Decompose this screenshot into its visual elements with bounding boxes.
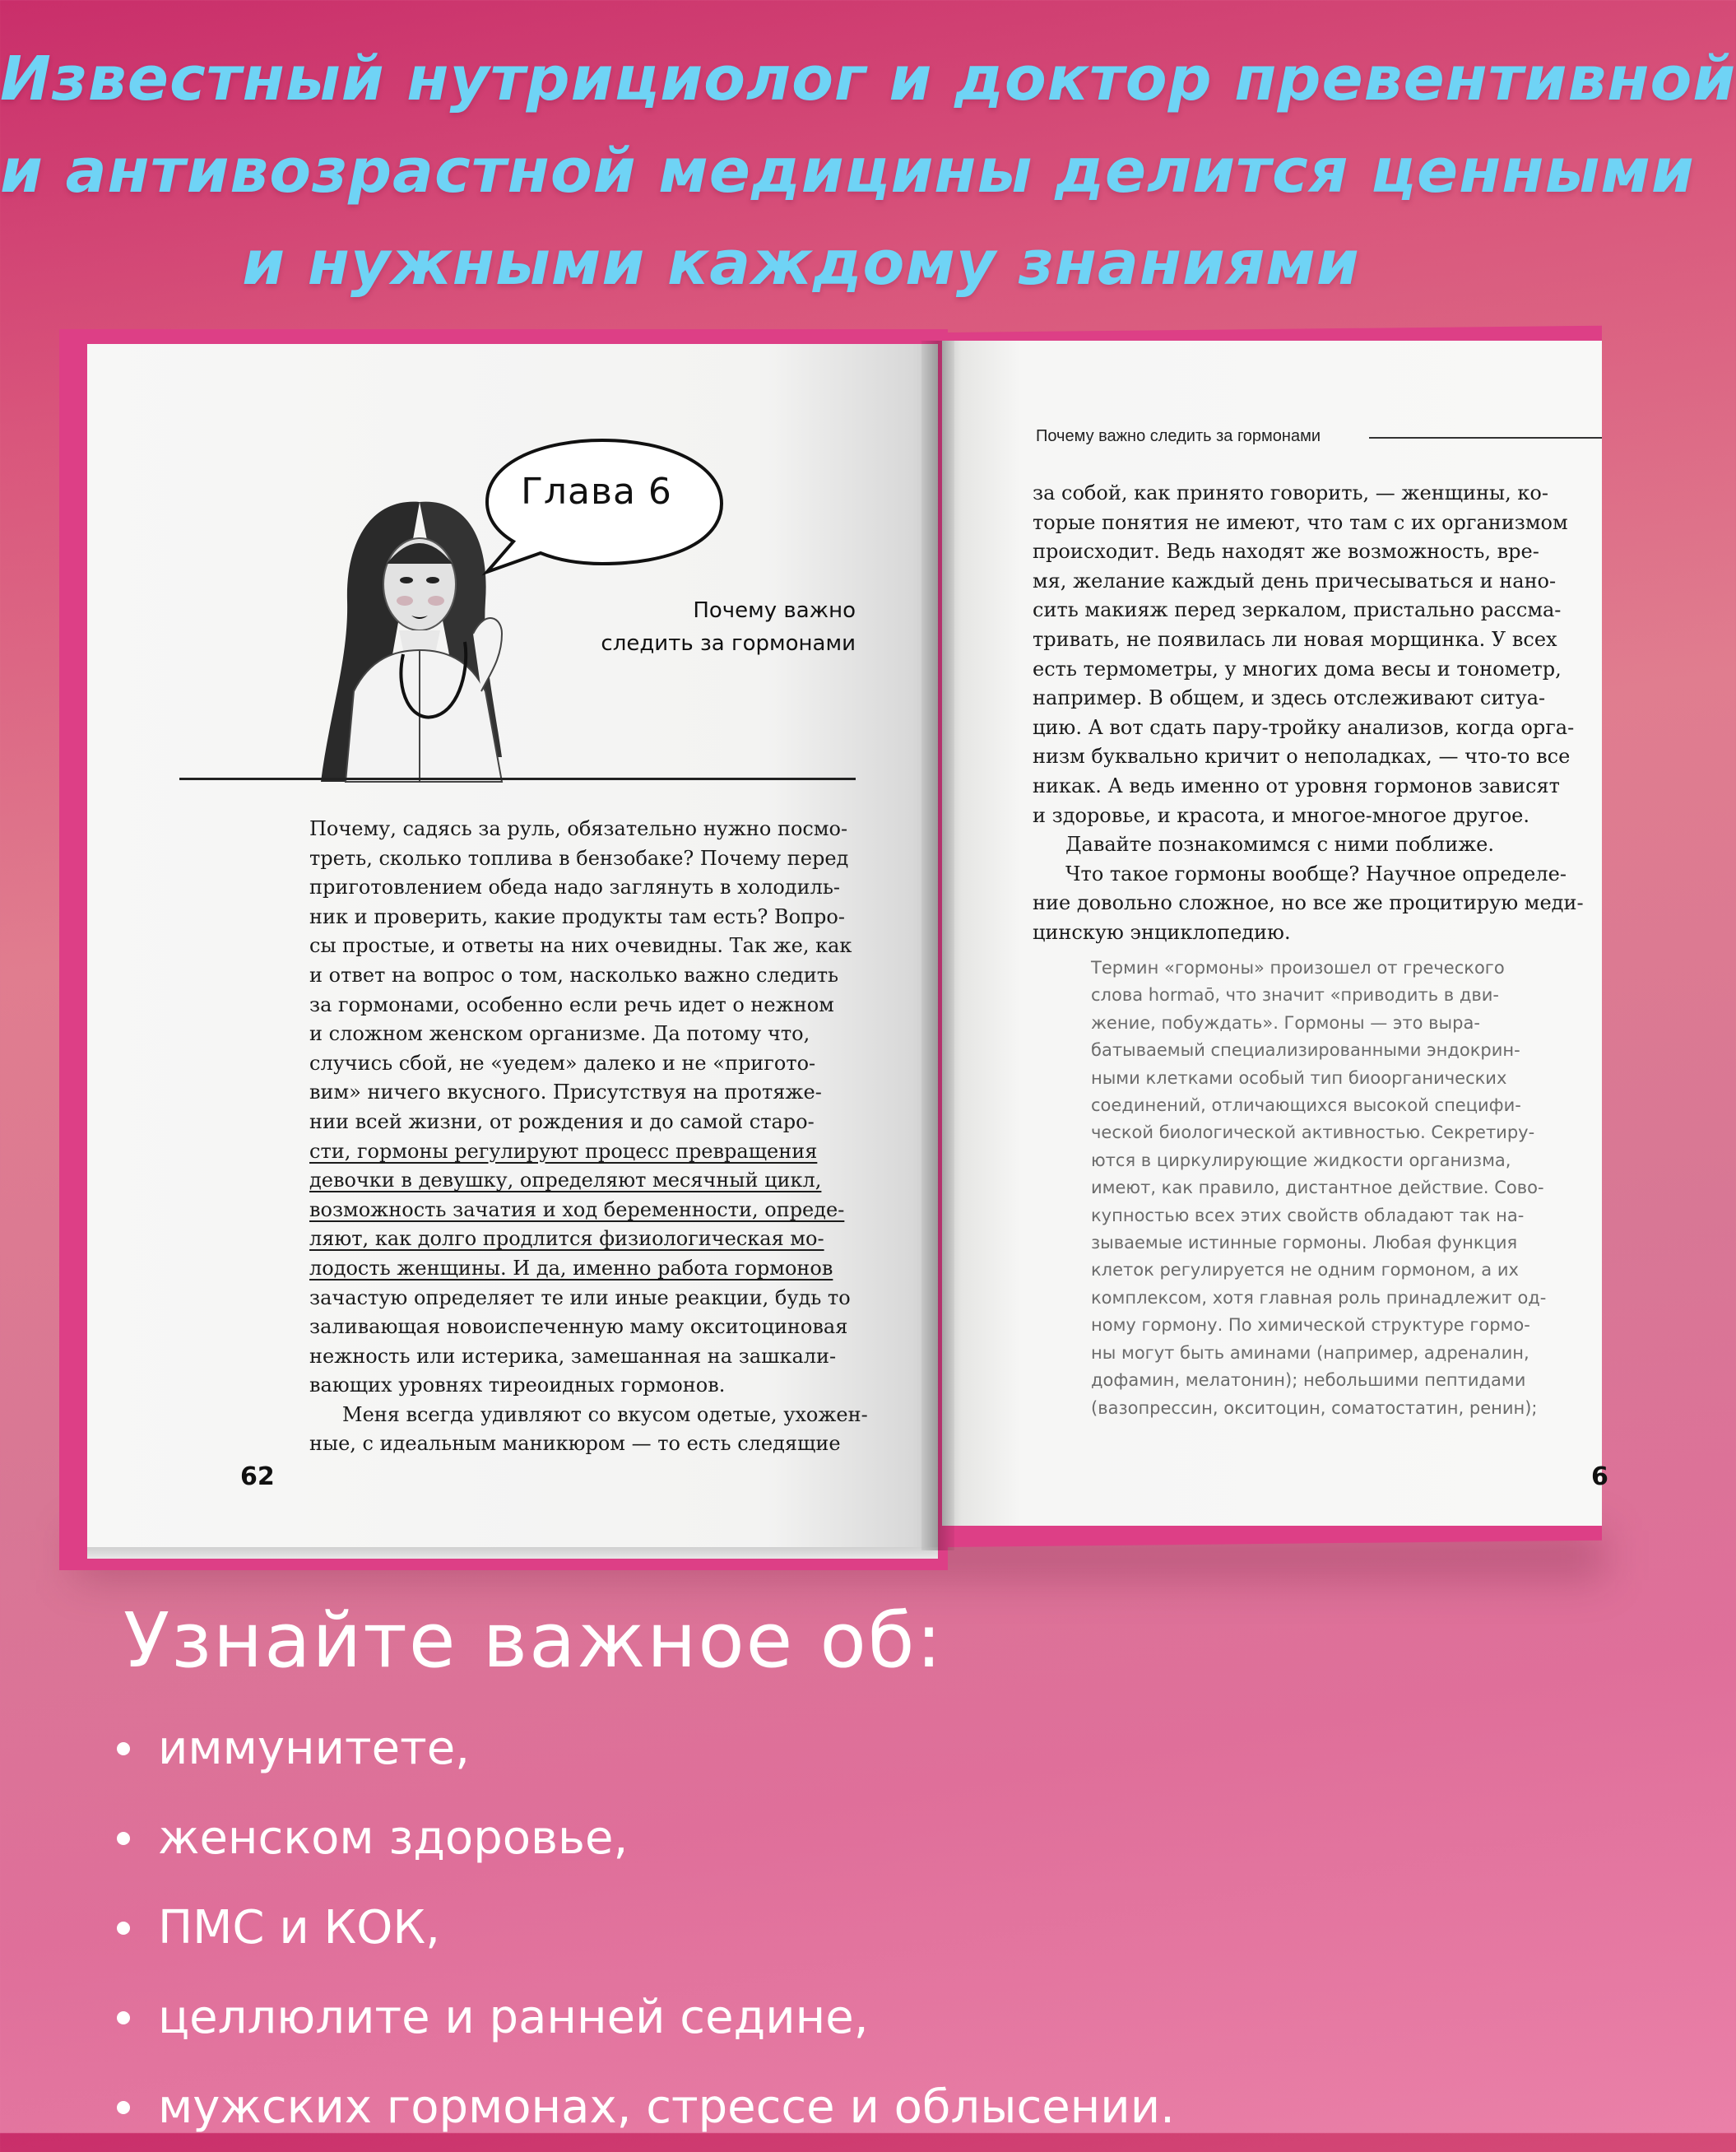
quote-line: ному гормону. По химической структуре гормо- — [1091, 1315, 1530, 1336]
text-line: мя, желание каждый день причесываться и нано- — [1033, 569, 1557, 593]
bullet-icon — [117, 1832, 130, 1845]
chapter-subtitle-line: Почему важно — [693, 598, 856, 623]
list-item — [117, 1883, 1175, 1973]
text-line: вим» ничего вкусного. Присутствуя на протяже- — [309, 1081, 822, 1104]
chapter-title: Глава 6 — [521, 471, 672, 513]
list-item — [117, 2062, 1175, 2152]
text-line: за гормонами, особенно если речь идет о нежном — [309, 992, 834, 1016]
learn-title: Узнайте важное об: — [123, 1597, 944, 1685]
left-page-text — [309, 815, 868, 1459]
chapter-subtitle — [543, 594, 856, 660]
text-line: приготовлением обеда надо заглянуть в холодиль- — [309, 876, 840, 899]
list-item — [117, 1973, 1175, 2062]
text-line: происходит. Ведь находят же возможность, вре- — [1033, 540, 1539, 564]
headline-line: и антивозрастной медицины делится ценными — [0, 136, 1695, 207]
bullet-icon — [117, 1922, 130, 1935]
quote-line: имеют, как правило, дистантное действие. Сово- — [1091, 1178, 1544, 1198]
text-line: ние довольно сложное, но все же процитирую меди- — [1033, 891, 1584, 915]
quote-line: батываемый специализированными эндокрин- — [1091, 1040, 1520, 1061]
quote-line: ны могут быть аминами (например, адреналин, — [1091, 1342, 1529, 1363]
chapter-subtitle-line: следить за гормонами — [601, 631, 856, 656]
book-spine — [921, 341, 954, 1550]
bullet-icon — [117, 1742, 130, 1755]
page-number-left: 62 — [240, 1462, 275, 1491]
list-item-label: целлюлите и ранней седине, — [158, 1991, 869, 2044]
text-line: заливающая новоиспеченную маму окситоциновая — [309, 1315, 848, 1339]
text-line: ные, с идеальным маникюром — то есть следящие — [309, 1432, 841, 1456]
right-page-text — [1033, 479, 1584, 948]
text-line: цинскую энциклопедию. — [1033, 920, 1291, 944]
underlined-text-line: лодость женщины. И да, именно работа гормонов — [309, 1256, 833, 1280]
learn-list — [117, 1703, 1175, 2152]
list-item-label: женском здоровье, — [158, 1811, 629, 1865]
text-line: ник и проверить, какие продукты там есть? Вопро- — [309, 904, 845, 928]
list-item-label: ПМС и КОК, — [158, 1901, 440, 1954]
quote-line: комплексом, хотя главная роль принадлежит од- — [1091, 1287, 1547, 1308]
text-line: треть, сколько топлива в бензобаке? Почему перед — [309, 846, 849, 870]
text-line: например. В общем, и здесь отслеживают ситуа- — [1033, 686, 1546, 710]
text-line: и ответ на вопрос о том, насколько важно следить — [309, 963, 839, 987]
underlined-text-line: девочки в девушку, определяют месячный цикл, — [309, 1169, 822, 1192]
underlined-text-line: сти, гормоны регулируют процесс превращения — [309, 1139, 818, 1163]
quote-line: ются в циркулирующие жидкости организма, — [1091, 1150, 1511, 1170]
quote-line: ческой биологической активностью. Секретиру- — [1091, 1122, 1535, 1143]
text-line: нии всей жизни, от рождения и до самой старо- — [309, 1109, 815, 1133]
quote-line: ными клетками особый тип биоорганических — [1091, 1067, 1507, 1088]
text-line: Давайте познакомимся с ними поближе. — [1065, 833, 1494, 857]
bullet-icon — [117, 2101, 130, 2114]
text-line: торые понятия не имеют, что там с их организмом — [1033, 510, 1568, 534]
text-line: тривать, не появилась ли новая морщинка. У всех — [1033, 627, 1557, 651]
quote-line: Термин «гормоны» произошел от греческого — [1091, 958, 1505, 978]
text-line: есть термометры, у многих дома весы и тонометр, — [1033, 657, 1562, 681]
headline — [0, 33, 1736, 309]
text-line: нежность или истерика, замешанная на зашкали- — [309, 1344, 837, 1368]
quote-line: зываемые истинные гормоны. Любая функция — [1091, 1233, 1518, 1253]
text-line: Почему, садясь за руль, обязательно нужно посмо- — [309, 817, 848, 840]
quote-line: слова hormaō, что значит «приводить в дви- — [1091, 985, 1499, 1006]
chapter-divider — [179, 778, 856, 780]
underlined-text-line: возможность зачатия и ход беременности, опреде- — [309, 1197, 845, 1221]
list-item-label: иммунитете, — [158, 1722, 470, 1775]
bullet-icon — [117, 2011, 130, 2024]
text-line: за собой, как принято говорить, — женщины, ко- — [1033, 481, 1548, 504]
quote-line: клеток регулируется не одним гормоном, а их — [1091, 1260, 1519, 1281]
quote-line: дофамин, мелатонин); небольшими пептидами — [1091, 1370, 1526, 1391]
quote-line: соединений, отличающихся высокой специфи- — [1091, 1095, 1521, 1116]
text-line: сы простые, и ответы на них очевидны. Так же, как — [309, 934, 852, 958]
list-item — [117, 1703, 1175, 1793]
page-edge — [87, 1547, 938, 1559]
running-head: Почему важно следить за гормонами — [1036, 427, 1321, 445]
quote-line: (вазопрессин, окситоцин, соматостатин, ренин); — [1091, 1397, 1538, 1418]
headline-line: Известный нутрициолог и доктор превентивной — [0, 44, 1736, 114]
text-line: и здоровье, и красота, и многое-многое другое. — [1033, 803, 1529, 827]
text-line: случись сбой, не «уедем» далеко и не «пригото- — [309, 1051, 816, 1075]
text-line: сить макияж перед зеркалом, пристально рассма- — [1033, 598, 1562, 622]
running-head-rule — [1369, 437, 1602, 439]
text-line: Что такое гормоны вообще? Научное определе- — [1065, 862, 1567, 885]
encyclopedia-quote — [1091, 955, 1547, 1422]
page-number-right: 6 — [1591, 1462, 1608, 1491]
list-item-label: мужских гормонах, стрессе и облысении. — [158, 2080, 1175, 2134]
headline-line: и нужными каждому знаниями — [242, 228, 1360, 299]
text-line: вающих уровнях тиреоидных гормонов. — [309, 1373, 726, 1397]
quote-line: жение, побуждать». Гормоны — это выра- — [1091, 1012, 1480, 1033]
text-line: зачастую определяет те или иные реакции, будь то — [309, 1285, 851, 1309]
list-item — [117, 1793, 1175, 1883]
text-line: Меня всегда удивляют со вкусом одетые, ухожен- — [342, 1402, 868, 1426]
text-line: цию. А вот сдать пару-тройку анализов, когда орга- — [1033, 715, 1575, 739]
underlined-text-line: ляют, как долго продлится физиологическая мо- — [309, 1227, 824, 1251]
quote-line: купностью всех этих свойств обладают так на- — [1091, 1205, 1525, 1225]
text-line: и сложном женском организме. Да потому что, — [309, 1022, 810, 1046]
text-line: никак. А ведь именно от уровня гормонов зависят — [1033, 774, 1560, 797]
text-line: низм буквально кричит о неполадках, — что-то все — [1033, 745, 1571, 769]
